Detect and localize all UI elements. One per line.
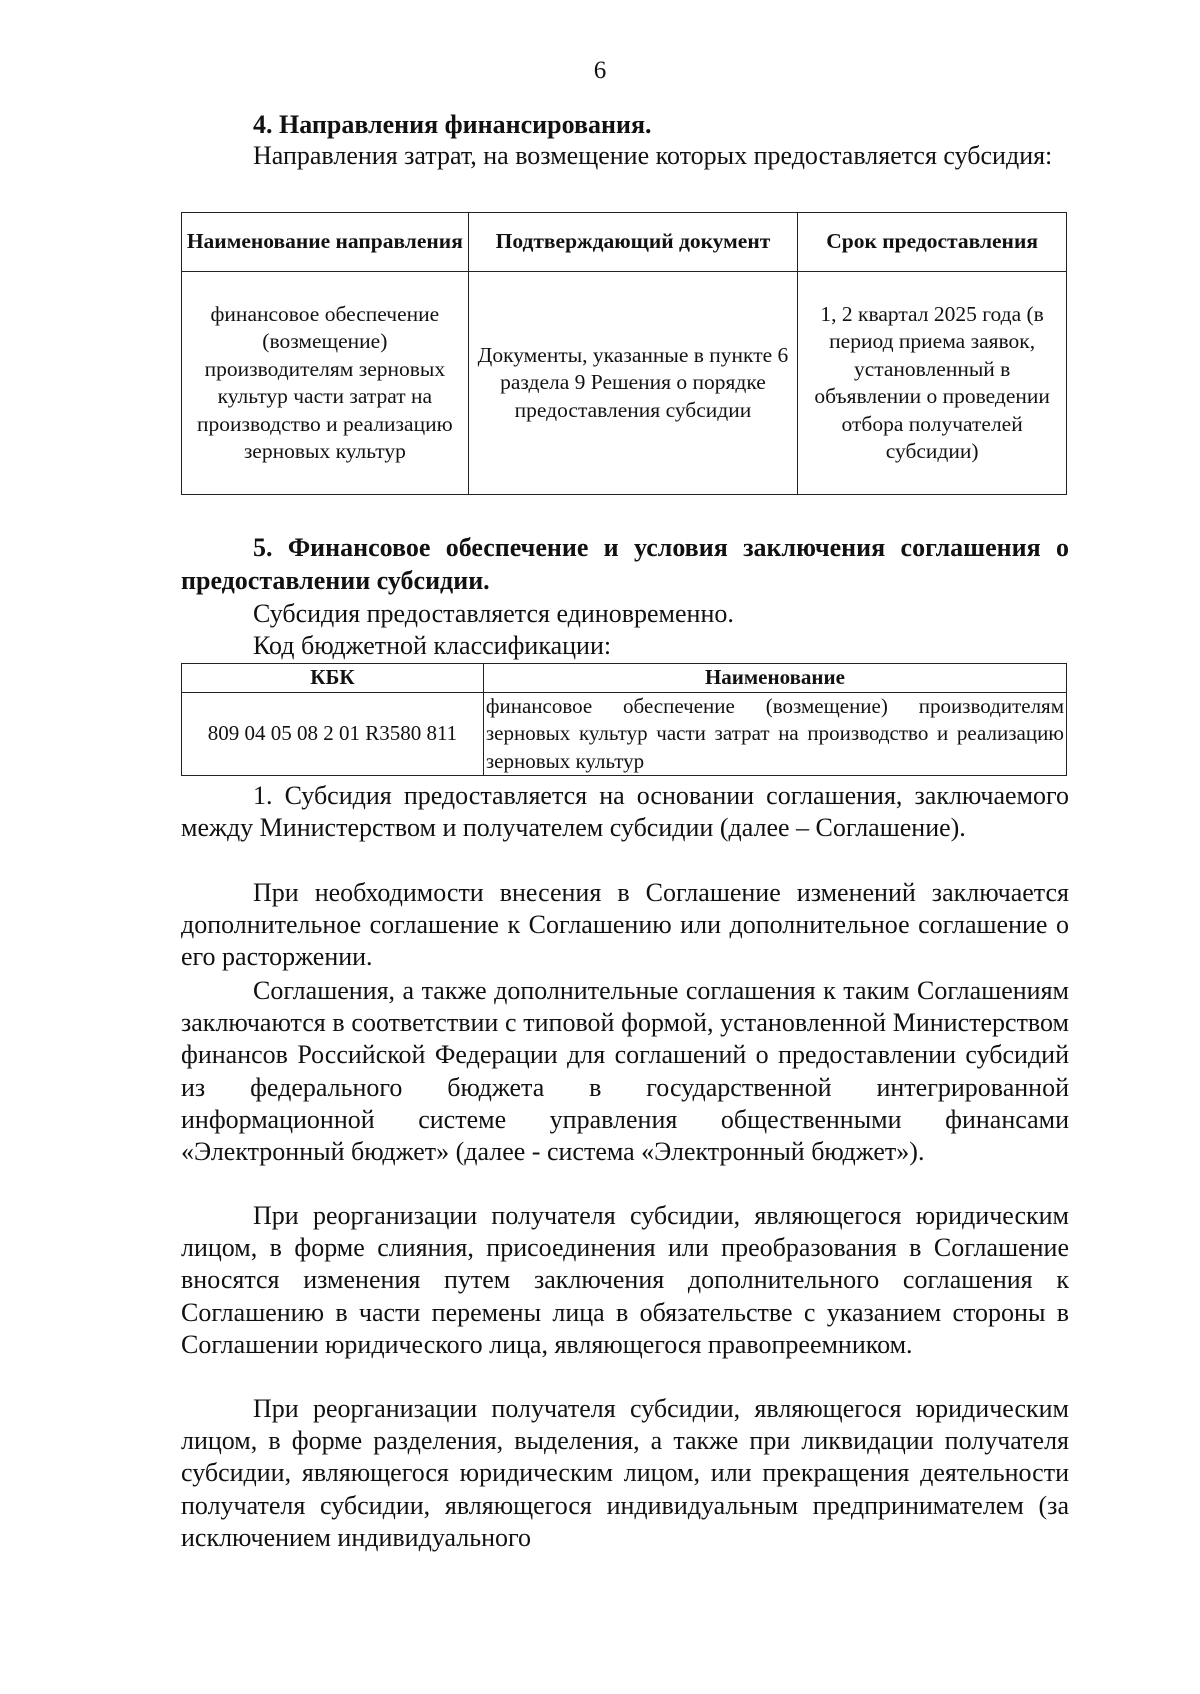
budget-code-label: Код бюджетной классификации: <box>253 631 612 660</box>
header-kbk: КБК <box>182 664 484 693</box>
table-row <box>182 692 1067 776</box>
page-number: 6 <box>593 57 607 84</box>
table-header-row <box>182 213 1067 272</box>
header-document: Подтверждающий документ <box>468 213 798 272</box>
paragraph-5: При реорганизации получателя субсидии, являющегося юридическим лицом, в форме разделения, выделения, а также при ликвидации получателя субсидии, являющегося юридическим лицом, или прекращения деятельности получателя субсидии, являющегося индивидуальным предпринимателем (за исключением индивидуального <box>181 1394 1069 1552</box>
header-term: Срок предоставления <box>798 213 1067 272</box>
budget-classification-table <box>181 663 1067 776</box>
header-name: Наименование <box>483 664 1066 693</box>
cell-document: Документы, указанные в пункте 6 раздела 9 Решения о порядке предоставления субсидии <box>468 272 798 495</box>
paragraph-3: Соглашения, а также дополнительные соглашения к таким Соглашениям заключаются в соответствии с типовой формой, установленной Министерством финансов Российской Федерации для соглашений о предоставлении субсидий из федерального бюджета в государственной интегрированной информационной системе управления общественными финансами «Электронный бюджет» (далее - система «Электронный бюджет»). <box>181 976 1069 1167</box>
table-header-row <box>182 664 1067 693</box>
cell-kbk: 809 04 05 08 2 01 R3580 811 <box>182 692 484 776</box>
section-4-heading: 4. Направления финансирования. <box>253 110 652 139</box>
cell-name: финансовое обеспечение (возмещение) производителям зерновых культур части затрат на производство и реализацию зерновых культур <box>483 692 1066 776</box>
funding-directions-table <box>181 212 1067 495</box>
table-row <box>182 272 1067 495</box>
paragraph-1: 1. Субсидия предоставляется на основании соглашения, заключаемого между Министерством и получателем субсидии (далее – Соглашение). <box>181 781 1069 843</box>
cell-direction: финансовое обеспечение (возмещение) производителям зерновых культур части затрат на производство и реализацию зерновых культур <box>182 272 469 495</box>
section-4-intro: Направления затрат, на возмещение которых предоставляется субсидия: <box>253 141 1053 170</box>
paragraph-2: При необходимости внесения в Соглашение изменений заключается дополнительное соглашение к Соглашению или дополнительное соглашение о его расторжении. <box>181 878 1069 972</box>
section-5-heading: 5. Финансовое обеспечение и условия заключения соглашения о предоставлении субсидии. <box>181 533 1069 595</box>
cell-term: 1, 2 квартал 2025 года (в период приема заявок, установленный в объявлении о проведении отбора получателей субсидии) <box>798 272 1067 495</box>
header-direction: Наименование направления <box>182 213 469 272</box>
single-payment-line: Субсидия предоставляется единовременно. <box>253 599 734 628</box>
paragraph-4: При реорганизации получателя субсидии, являющегося юридическим лицом, в форме слияния, присоединения или преобразования в Соглашение вносятся изменения путем заключения дополнительного соглашения к Соглашению в части перемены лица в обязательстве с указанием стороны в Соглашении юридического лица, являющегося правопреемником. <box>181 1201 1069 1359</box>
